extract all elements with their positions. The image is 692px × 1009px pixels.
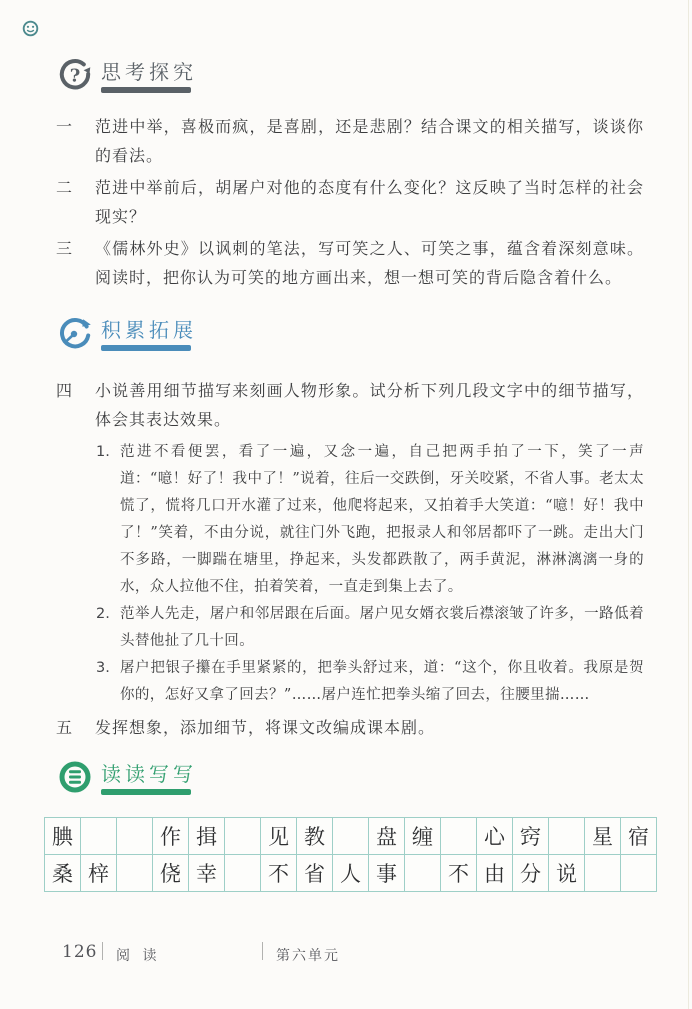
question-label: 四 [56, 381, 74, 400]
word-grid-cell: 腆 [45, 818, 81, 855]
footer-unit-label: 第六单元 [276, 948, 340, 964]
word-grid-cell: 由 [477, 855, 513, 892]
word-grid-cell: 教 [297, 818, 333, 855]
word-grid-cell [81, 818, 117, 855]
word-grid-cell: 说 [549, 855, 585, 892]
word-grid-cell [441, 818, 477, 855]
cycle-arrow-icon [58, 316, 92, 350]
word-grid-cell: 侥 [153, 855, 189, 892]
question-text: 范进中举前后，胡屠户对他的态度有什么变化？这反映了当时怎样的社会现实？ [95, 178, 644, 226]
word-grid-cell: 星 [585, 818, 621, 855]
question-label: 三 [56, 239, 74, 258]
word-grid-cell: 缠 [405, 818, 441, 855]
section-header-think-explore [58, 58, 197, 93]
word-grid-cell [225, 855, 261, 892]
subitem-number: 2. [96, 606, 110, 622]
section-underline [101, 789, 191, 795]
word-grid-cell: 人 [333, 855, 369, 892]
section-title-wrap [101, 58, 197, 93]
question-2 [56, 173, 644, 231]
subitem-text: 范进不看便罢，看了一遍，又念一遍，自己把两手拍了一下，笑了一声道：“噫！好了！我中了！”说着，往后一交跌倒，牙关咬紧，不省人事。老太太慌了，慌将几口开水灌了过来，他爬将起来，又拍着手大笑道：“噫！好！我中了！”笑着，不由分说，就往门外飞跑，把报录人和邻居都吓了一跳。走出大门不多路，一脚踹在塘里，挣起来，头发都跌散了，两手黄泥，淋淋漓漓一身的水，众人拉他不住，拍着笑着，一直走到集上去了。 [120, 444, 644, 595]
word-grid-cell: 盘 [369, 818, 405, 855]
question-text: 发挥想象，添加细节，将课文改编成课本剧。 [95, 718, 436, 737]
word-grid-cell: 作 [153, 818, 189, 855]
list-circle-icon [58, 760, 92, 794]
question-label: 五 [56, 718, 74, 737]
subitem-number: 1. [96, 444, 110, 460]
question-3 [56, 234, 644, 292]
word-grid-cell: 省 [297, 855, 333, 892]
page-footer [0, 940, 692, 968]
word-grid-cell: 桑 [45, 855, 81, 892]
accumulate-expand-content [56, 376, 644, 745]
word-grid-cell [549, 818, 585, 855]
subitem-3 [96, 655, 644, 709]
question-circle-icon [58, 58, 92, 92]
question-4-subitems [96, 439, 644, 709]
word-grid-cell: 不 [441, 855, 477, 892]
question-5 [56, 713, 644, 742]
svg-text:?: ? [69, 65, 81, 87]
footer-section-label: 阅 读 [116, 948, 161, 964]
question-label: 一 [56, 117, 74, 136]
word-grid-cell: 揖 [189, 818, 225, 855]
section-title: 读读写写 [101, 762, 197, 786]
section-header-accumulate-expand [58, 316, 197, 351]
section-title-wrap [101, 316, 197, 351]
word-grid-cell: 分 [513, 855, 549, 892]
question-label: 二 [56, 178, 74, 197]
word-grid-cell: 见 [261, 818, 297, 855]
section-underline [101, 345, 191, 351]
question-text: 小说善用细节描写来刻画人物形象。试分析下列几段文字中的细节描写，体会其表达效果。 [95, 381, 644, 429]
section-underline [101, 87, 191, 93]
word-grid-cell: 心 [477, 818, 513, 855]
subitem-number: 3. [96, 660, 110, 676]
footer-divider [262, 942, 263, 960]
question-text: 范进中举，喜极而疯，是喜剧，还是悲剧？结合课文的相关描写，谈谈你的看法。 [95, 117, 644, 165]
question-text: 《儒林外史》以讽刺的笔法，写可笑之人、可笑之事，蕴含着深刻意味。阅读时，把你认为可笑的地方画出来，想一想可笑的背后隐含着什么。 [95, 239, 644, 287]
word-grid-cell: 幸 [189, 855, 225, 892]
word-grid-cell [117, 818, 153, 855]
question-1 [56, 112, 644, 170]
subitem-text: 范举人先走，屠户和邻居跟在后面。屠户见女婿衣裳后襟滚皱了许多，一路低着头替他扯了几十回。 [120, 606, 644, 649]
page-number: 126 [62, 942, 98, 962]
footer-divider [102, 942, 103, 960]
subitem-2 [96, 601, 644, 655]
section-title-wrap [101, 760, 197, 795]
word-grid-cell: 梓 [81, 855, 117, 892]
word-grid-cell [621, 855, 657, 892]
question-4 [56, 376, 644, 434]
subitem-1 [96, 439, 644, 601]
section-title: 思考探究 [101, 60, 197, 84]
smiley-icon [22, 20, 39, 37]
word-grid-cell [117, 855, 153, 892]
word-grid-cell: 宿 [621, 818, 657, 855]
think-explore-questions [56, 112, 644, 295]
word-grid [44, 817, 657, 892]
word-grid-cell [333, 818, 369, 855]
word-grid-cell: 事 [369, 855, 405, 892]
subitem-text: 屠户把银子攥在手里紧紧的，把拳头舒过来，道：“这个，你且收着。我原是贺你的，怎好又拿了回去？”……屠户连忙把拳头缩了回去，往腰里揣…… [120, 660, 644, 703]
section-title: 积累拓展 [101, 318, 197, 342]
word-grid-cell: 窍 [513, 818, 549, 855]
word-grid-cell: 不 [261, 855, 297, 892]
section-header-read-write [58, 760, 197, 795]
word-grid-cell [585, 855, 621, 892]
word-grid-cell [225, 818, 261, 855]
word-grid-cell [405, 855, 441, 892]
